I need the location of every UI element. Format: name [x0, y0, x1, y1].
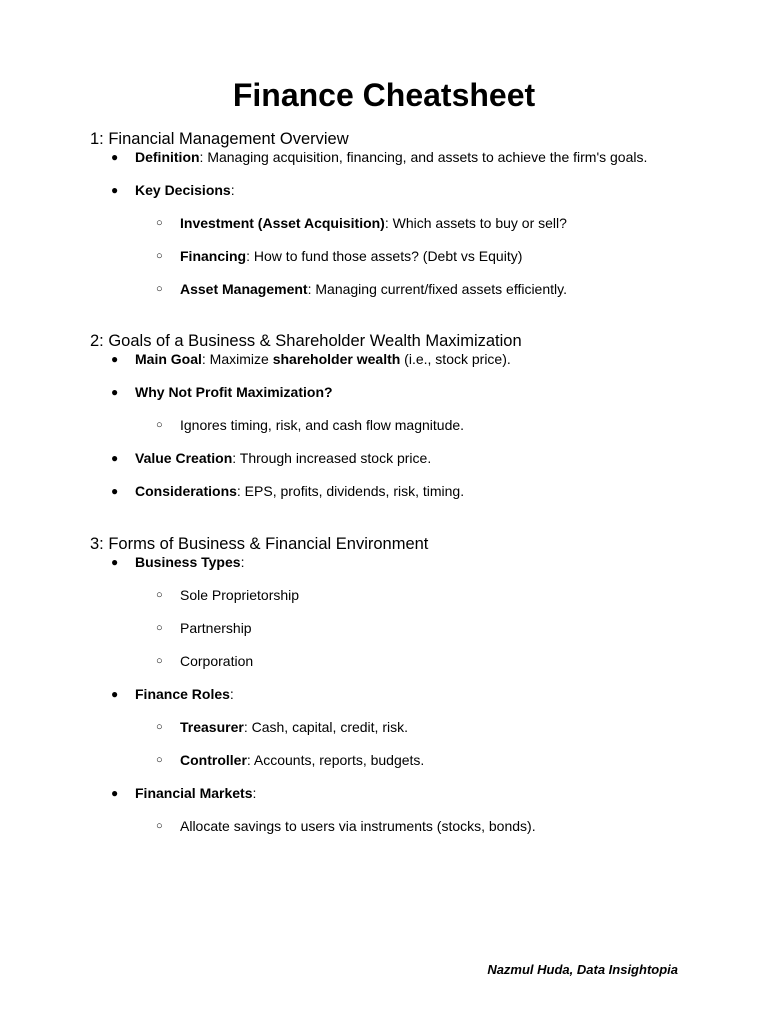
- item-term: Controller: [180, 752, 247, 768]
- list-item: [90, 248, 730, 265]
- list-item: [90, 752, 730, 769]
- section-forms-of-business: [90, 534, 730, 835]
- item-term: Key Decisions: [135, 182, 231, 198]
- item-term: Treasurer: [180, 719, 244, 735]
- item-text: Partnership: [180, 620, 252, 636]
- section-heading: 2: Goals of a Business & Shareholder Wealth Maximization: [90, 332, 522, 350]
- item-text: :: [229, 686, 234, 702]
- circle-bullet-icon: ○: [156, 820, 163, 832]
- list-item: [90, 587, 730, 604]
- item-text: Corporation: [180, 653, 254, 669]
- author-credit: Nazmul Huda, Data Insightopia: [487, 962, 678, 977]
- list-item: [90, 450, 730, 467]
- item-text: Allocate savings to users via instruments (stocks, bonds).: [180, 818, 536, 834]
- bullet-icon: ●: [111, 687, 119, 701]
- item-text: : EPS, profits, dividends, risk, timing.: [236, 483, 465, 499]
- section-financial-management-overview: [90, 129, 730, 298]
- item-term: Main Goal: [135, 351, 202, 367]
- item-text: Ignores timing, risk, and cash flow magnitude.: [180, 417, 465, 433]
- item-text: : Managing current/fixed assets efficiently.: [307, 281, 567, 297]
- list-item: [90, 554, 730, 571]
- item-text: (i.e., stock price).: [400, 351, 511, 367]
- item-term: shareholder wealth: [272, 351, 401, 367]
- item-text: : Through increased stock price.: [232, 450, 432, 466]
- circle-bullet-icon: ○: [156, 721, 163, 733]
- list-item: [90, 417, 730, 434]
- circle-bullet-icon: ○: [156, 589, 163, 601]
- item-term: Definition: [135, 149, 200, 165]
- bullet-icon: ●: [111, 786, 119, 800]
- circle-bullet-icon: ○: [156, 419, 163, 431]
- list-item: [90, 281, 730, 298]
- item-text: : Managing acquisition, financing, and assets to achieve the firm's goals.: [199, 149, 648, 165]
- circle-bullet-icon: ○: [156, 250, 163, 262]
- list-item: [90, 384, 730, 401]
- list-item: [90, 818, 730, 835]
- bullet-icon: ●: [111, 555, 119, 569]
- circle-bullet-icon: ○: [156, 217, 163, 229]
- list-item: [90, 483, 730, 500]
- bullet-icon: ●: [111, 451, 119, 465]
- bullet-list: [90, 351, 730, 500]
- list-item: [90, 653, 730, 670]
- list-item: [90, 182, 730, 199]
- item-text: : How to fund those assets? (Debt vs Equity): [246, 248, 523, 264]
- bullet-list: [90, 149, 730, 298]
- item-text: : Cash, capital, credit, risk.: [243, 719, 408, 735]
- bullet-icon: ●: [111, 484, 119, 498]
- list-item: [90, 149, 730, 166]
- item-term: Value Creation: [135, 450, 233, 466]
- item-term: Financial Markets: [135, 785, 253, 801]
- section-goals-of-a-business: [90, 331, 730, 500]
- item-text: : Accounts, reports, budgets.: [246, 752, 425, 768]
- bullet-icon: ●: [111, 150, 119, 164]
- circle-bullet-icon: ○: [156, 622, 163, 634]
- list-item: [90, 719, 730, 736]
- list-item: [90, 620, 730, 637]
- list-item: [90, 351, 730, 368]
- section-heading: 3: Forms of Business & Financial Environment: [90, 535, 429, 553]
- list-item: [90, 215, 730, 232]
- section-heading: 1: Financial Management Overview: [90, 130, 349, 148]
- item-text: :: [252, 785, 257, 801]
- item-term: Why Not Profit Maximization?: [135, 384, 333, 400]
- bullet-list: [90, 554, 730, 835]
- item-text: :: [230, 182, 235, 198]
- list-item: [90, 686, 730, 703]
- circle-bullet-icon: ○: [156, 655, 163, 667]
- item-term: Finance Roles: [135, 686, 230, 702]
- item-text: : Which assets to buy or sell?: [384, 215, 567, 231]
- item-term: Asset Management: [180, 281, 308, 297]
- item-term: Business Types: [135, 554, 241, 570]
- item-term: Financing: [180, 248, 247, 264]
- bullet-icon: ●: [111, 183, 119, 197]
- list-item: [90, 785, 730, 802]
- item-text: : Maximize: [201, 351, 273, 367]
- page-title: Finance Cheatsheet: [232, 77, 536, 113]
- item-term: Considerations: [135, 483, 237, 499]
- circle-bullet-icon: ○: [156, 283, 163, 295]
- item-text: Sole Proprietorship: [180, 587, 300, 603]
- item-term: Investment (Asset Acquisition): [180, 215, 385, 231]
- circle-bullet-icon: ○: [156, 754, 163, 766]
- bullet-icon: ●: [111, 385, 119, 399]
- item-text: :: [240, 554, 245, 570]
- bullet-icon: ●: [111, 352, 119, 366]
